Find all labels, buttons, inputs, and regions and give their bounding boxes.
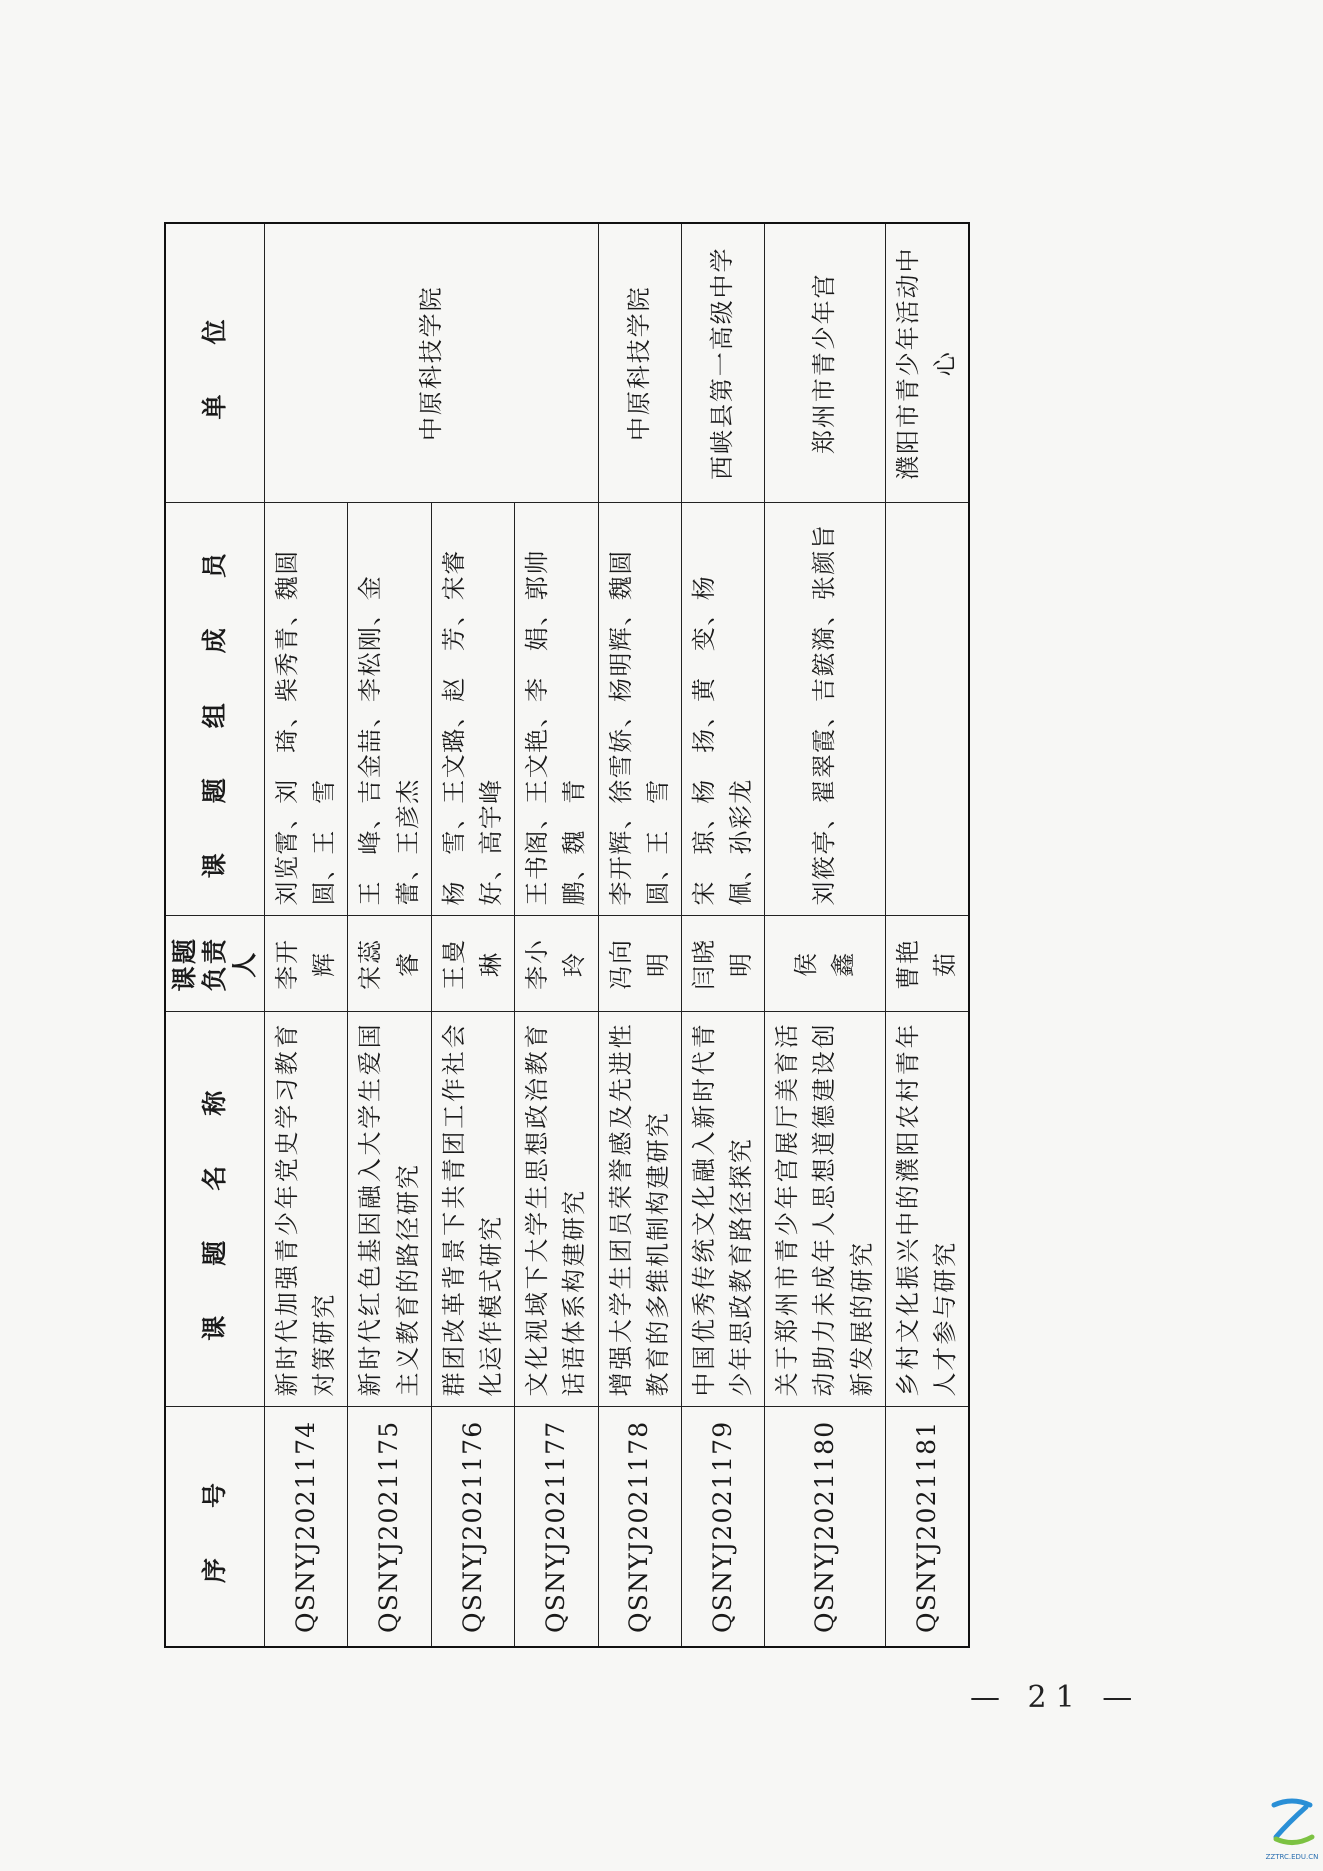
row-code: QSNYJ2021174 xyxy=(265,1407,348,1647)
row-lead: 宋蕊睿 xyxy=(348,916,431,1012)
row-title: 群团改革背景下共青团工作社会化运作模式研究 xyxy=(431,1012,514,1407)
row-code: QSNYJ2021175 xyxy=(348,1407,431,1647)
table-header-row xyxy=(165,223,265,1647)
row-title: 新时代红色基因融入大学生爱国主义教育的路径研究 xyxy=(348,1012,431,1407)
row-members: 杨 雪、王文璐、赵 芳、宋睿好、高宇峰 xyxy=(431,503,514,916)
row-title: 中国优秀传统文化融入新时代青少年思政教育路径探究 xyxy=(681,1012,764,1407)
row-lead: 冯向明 xyxy=(598,916,681,1012)
row-members xyxy=(885,503,969,916)
row-code: QSNYJ2021179 xyxy=(681,1407,764,1647)
row-title: 增强大学生团员荣誉感及先进性教育的多维机制构建研究 xyxy=(598,1012,681,1407)
page-number: — 21 — xyxy=(970,1680,1142,1715)
unit-cell: 郑州市青少年宫 xyxy=(765,223,886,503)
row-members: 王书阁、王文艳、李 娟、郭帅鹏、魏 青 xyxy=(515,503,598,916)
header-members: 课 题 组 成 员 xyxy=(165,503,265,916)
unit-cell: 濮阳市青少年活动中心 xyxy=(885,223,969,503)
row-members: 刘筱亭、翟翠霞、吉鋐漪、张颜旨 xyxy=(765,503,886,916)
row-members: 王 峰、吉金喆、李松刚、金 蕾、王彦杰 xyxy=(348,503,431,916)
row-code: QSNYJ2021178 xyxy=(598,1407,681,1647)
table-row xyxy=(265,223,348,1647)
table-row xyxy=(681,223,764,1647)
row-code: QSNYJ2021177 xyxy=(515,1407,598,1647)
row-title: 文化视域下大学生思想政治教育话语体系构建研究 xyxy=(515,1012,598,1407)
row-lead: 王曼琳 xyxy=(431,916,514,1012)
row-title: 关于郑州市青少年宫展厅美育活动助力未成年人思想道德建设创新发展的研究 xyxy=(765,1012,886,1407)
unit-cell: 西峡县第一高级中学 xyxy=(681,223,764,503)
row-code: QSNYJ2021180 xyxy=(765,1407,886,1647)
table-row xyxy=(765,223,886,1647)
header-lead: 课题负责人 xyxy=(165,916,265,1012)
site-logo-icon xyxy=(1262,1793,1322,1863)
row-code: QSNYJ2021176 xyxy=(431,1407,514,1647)
row-title: 新时代加强青少年党史学习教育对策研究 xyxy=(265,1012,348,1407)
table-row xyxy=(598,223,681,1647)
row-members: 李开辉、徐雪娇、杨明辉、魏圆圆、王 雪 xyxy=(598,503,681,916)
row-title: 乡村文化振兴中的濮阳农村青年人才参与研究 xyxy=(885,1012,969,1407)
row-members: 宋 琼、杨 扬、黄 变、杨 佩、孙彩龙 xyxy=(681,503,764,916)
project-table xyxy=(164,222,970,1648)
header-unit: 单 位 xyxy=(165,223,265,503)
header-title: 课 题 名 称 xyxy=(165,1012,265,1407)
row-lead: 李开辉 xyxy=(265,916,348,1012)
unit-cell: 中原科技学院 xyxy=(598,223,681,503)
table-row xyxy=(885,223,969,1647)
row-code: QSNYJ2021181 xyxy=(885,1407,969,1647)
unit-cell: 中原科技学院 xyxy=(265,223,599,503)
project-table-rotated xyxy=(164,224,959,1648)
row-lead: 李小玲 xyxy=(515,916,598,1012)
svg-text:ZZTRC.EDU.CN: ZZTRC.EDU.CN xyxy=(1265,1853,1319,1861)
row-lead: 曹艳茹 xyxy=(885,916,969,1012)
row-lead: 侯 鑫 xyxy=(765,916,886,1012)
header-code: 序 号 xyxy=(165,1407,265,1647)
row-lead: 闫晓明 xyxy=(681,916,764,1012)
row-members: 刘览霄、刘 琦、柴秀青、魏圆圆、王 雪 xyxy=(265,503,348,916)
